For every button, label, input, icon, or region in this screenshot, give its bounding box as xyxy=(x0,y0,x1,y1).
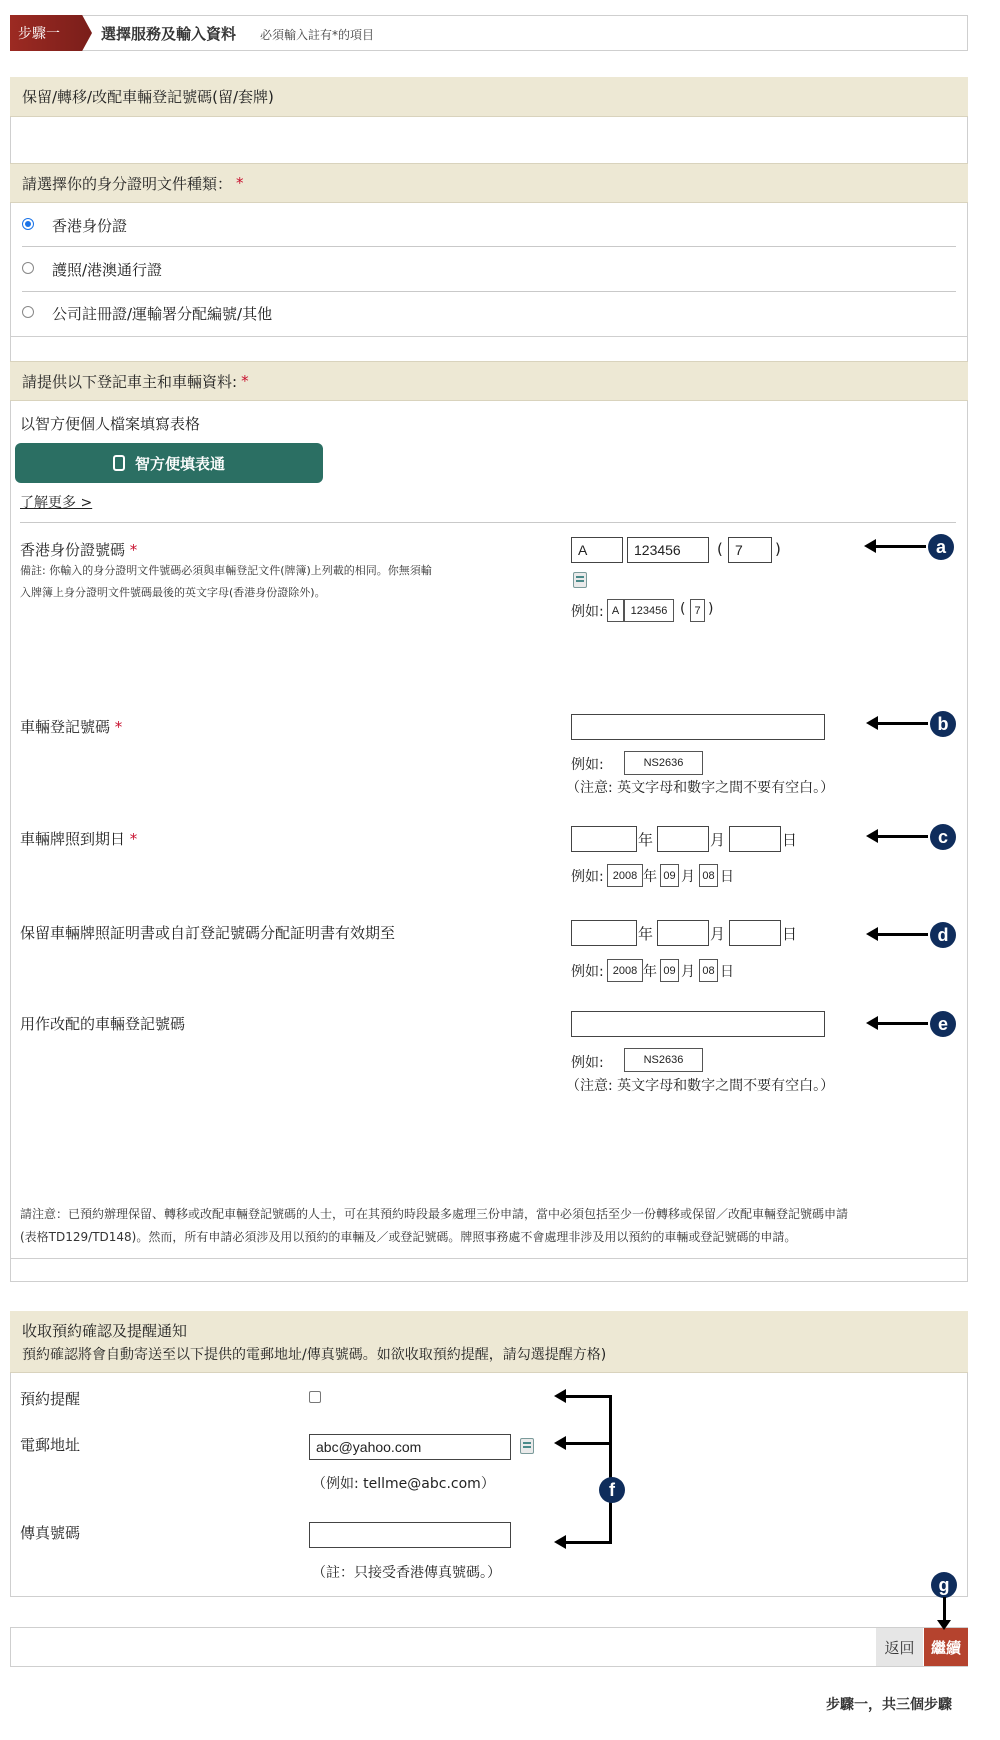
month-unit: 月 xyxy=(710,831,726,849)
licence-expiry-label: 車輛牌照到期日 * xyxy=(20,830,138,848)
step-badge-label: 步驟一 xyxy=(18,26,60,42)
option-company-label[interactable]: 公司註冊證/運輸署分配編號/其他 xyxy=(52,305,273,323)
marker-arrow-f-email xyxy=(564,1442,612,1445)
example-month-unit: 月 xyxy=(681,964,695,980)
example-month: 09 xyxy=(660,959,679,982)
hkid-paren-open: ( xyxy=(717,540,723,558)
example-day-unit: 日 xyxy=(720,964,734,980)
example-assign-mark: NS2636 xyxy=(624,1048,703,1072)
example-year: 2008 xyxy=(607,864,643,887)
reg-mark-input[interactable] xyxy=(571,714,825,740)
assign-mark-hint: （注意: 英文字母和數字之間不要有空白。） xyxy=(566,1078,835,1094)
option-hkid-label[interactable]: 香港身份證 xyxy=(52,217,128,235)
email-label: 電郵地址 xyxy=(20,1436,81,1454)
iam-smart-button[interactable] xyxy=(15,443,323,483)
back-button-label: 返回 xyxy=(884,1638,915,1657)
email-input[interactable]: abc@yahoo.com xyxy=(309,1434,511,1460)
hkid-label: 香港身份證號碼 * xyxy=(20,541,138,559)
retention-expiry-label: 保留車輛牌照証明書或自訂登記號碼分配証明書有效期至 xyxy=(20,924,396,942)
year-unit: 年 xyxy=(638,831,654,849)
example-reg-mark: NS2636 xyxy=(624,751,703,775)
step-count: 步驟一，共三個步驟 xyxy=(826,1697,952,1713)
marker-e: e xyxy=(930,1011,956,1037)
divider xyxy=(22,291,956,292)
example-hkid-number: 123456 xyxy=(624,599,674,622)
hkid-paren-close: ) xyxy=(775,540,781,558)
action-bar xyxy=(10,1627,968,1667)
id-type-header xyxy=(10,163,968,203)
reg-mark-hint: （注意: 英文字母和數字之間不要有空白。） xyxy=(566,780,835,796)
iam-smart-icon xyxy=(113,455,125,471)
required-asterisk: * xyxy=(236,174,244,192)
marker-arrow-f-reminder xyxy=(564,1395,612,1398)
divider xyxy=(22,246,956,247)
confirmation-subtitle: 預約確認將會自動寄送至以下提供的電郵地址/傳真號碼。如欲收取預約提醒，請勾選提醒方格) xyxy=(22,1346,607,1363)
fax-note: （註：只接受香港傳真號碼。） xyxy=(312,1565,501,1581)
learn-more-link[interactable]: 了解更多 > xyxy=(20,495,93,511)
required-asterisk: * xyxy=(241,372,249,390)
service-title: 保留/轉移/改配車輛登記號碼(留/套牌) xyxy=(22,88,274,106)
confirmation-header xyxy=(10,1311,968,1373)
hkid-check-input[interactable]: 7 xyxy=(728,537,772,563)
marker-g: g xyxy=(931,1572,957,1598)
retention-day-input[interactable] xyxy=(729,920,781,946)
example-label: 例如: xyxy=(571,604,604,620)
step-title: 選擇服務及輸入資料 xyxy=(101,25,237,43)
retention-year-input[interactable] xyxy=(571,920,637,946)
licence-month-input[interactable] xyxy=(657,826,709,852)
year-unit: 年 xyxy=(638,925,654,943)
radio-hkid[interactable] xyxy=(22,218,34,230)
marker-d: d xyxy=(930,922,956,948)
autofill-icon[interactable] xyxy=(573,572,587,588)
example-year: 2008 xyxy=(607,959,643,982)
example-year-unit: 年 xyxy=(643,964,657,980)
example-label: 例如: xyxy=(571,964,604,980)
id-type-title: 請選擇你的身分證明文件種類： xyxy=(22,174,233,193)
licence-day-input[interactable] xyxy=(729,826,781,852)
reminder-label: 預約提醒 xyxy=(20,1390,81,1408)
example-hkid-check: 7 xyxy=(690,599,705,622)
retention-month-input[interactable] xyxy=(657,920,709,946)
fax-input[interactable] xyxy=(309,1522,511,1548)
marker-b: b xyxy=(930,711,956,737)
example-month-unit: 月 xyxy=(681,869,695,885)
reg-mark-label: 車輛登記號碼 * xyxy=(20,718,123,736)
marker-arrow-c xyxy=(876,835,928,838)
marker-arrow-f-fax xyxy=(564,1541,612,1544)
continue-button-label: 繼續 xyxy=(930,1638,961,1657)
marker-a: a xyxy=(928,534,954,560)
owner-info-title: 請提供以下登記車主和車輛資料: xyxy=(22,372,238,391)
month-unit: 月 xyxy=(710,925,726,943)
hkid-prefix-input[interactable]: A xyxy=(571,537,623,563)
marker-f-bracket xyxy=(609,1395,612,1544)
email-example: （例如: tellme@abc.com） xyxy=(312,1476,495,1492)
example-hkid-prefix: A xyxy=(607,599,624,622)
radio-company[interactable] xyxy=(22,306,34,318)
confirmation-title: 收取預約確認及提醒通知 xyxy=(22,1321,188,1340)
licence-year-input[interactable] xyxy=(571,826,637,852)
day-unit: 日 xyxy=(782,831,798,849)
example-paren-open: ( xyxy=(680,601,686,617)
marker-arrow-a xyxy=(874,545,926,548)
example-label: 例如: xyxy=(571,757,604,773)
hkid-note-line1: 備註: 你輸入的身分證明文件號碼必須與車輛登記文件(牌簿)上列載的相同。你無須輸 xyxy=(20,564,432,577)
marker-arrow-d xyxy=(876,933,928,936)
booking-notice-line1: 請注意：已預約辦理保留、轉移或改配車輛登記號碼的人士，可在其預約時段最多處理三份申請，當中必須包括至少一份轉移或保留／改配車輛登記號碼申請 xyxy=(20,1207,849,1221)
step-required-note: 必須輸入註有*的項目 xyxy=(260,28,375,42)
autofill-icon[interactable] xyxy=(520,1438,534,1454)
hkid-note-line2: 入牌簿上身分證明文件號碼最後的英文字母(香港身份證除外)。 xyxy=(20,586,326,599)
marker-arrow-g-head xyxy=(937,1620,951,1630)
marker-arrow-e xyxy=(876,1022,928,1025)
radio-passport[interactable] xyxy=(22,262,34,274)
divider xyxy=(20,522,956,523)
prefill-text: 以智方便個人檔案填寫表格 xyxy=(20,415,201,433)
panel-bottom-divider xyxy=(10,1258,968,1259)
example-label: 例如: xyxy=(571,869,604,885)
fax-label: 傳真號碼 xyxy=(20,1524,81,1542)
marker-arrow-b xyxy=(876,722,928,725)
main-form-panel xyxy=(10,77,968,1282)
iam-smart-label: 智方便填表通 xyxy=(134,454,225,473)
option-passport-label[interactable]: 護照/港澳通行證 xyxy=(52,261,163,279)
hkid-number-input[interactable]: 123456 xyxy=(627,537,709,563)
marker-c: c xyxy=(930,824,956,850)
marker-f: f xyxy=(599,1477,625,1503)
assign-mark-input[interactable] xyxy=(571,1011,825,1037)
booking-notice-line2: (表格TD129/TD148)。然而，所有申請必須涉及用以預約的車輛及／或登記號碼。牌照事務處不會處理非涉及用以預約的車輛或登記號碼的申請。 xyxy=(20,1230,797,1244)
service-header xyxy=(10,77,968,117)
reminder-checkbox[interactable] xyxy=(309,1391,321,1403)
example-day: 08 xyxy=(699,864,718,887)
section-gap xyxy=(10,336,968,337)
example-month: 09 xyxy=(660,864,679,887)
continue-button[interactable] xyxy=(924,1628,968,1666)
example-day: 08 xyxy=(699,959,718,982)
day-unit: 日 xyxy=(782,925,798,943)
owner-info-header xyxy=(10,361,968,401)
example-label: 例如: xyxy=(571,1055,604,1071)
back-button[interactable] xyxy=(876,1628,923,1666)
assign-mark-label: 用作改配的車輛登記號碼 xyxy=(20,1015,186,1033)
example-year-unit: 年 xyxy=(643,869,657,885)
example-day-unit: 日 xyxy=(720,869,734,885)
example-paren-close: ) xyxy=(708,601,714,617)
